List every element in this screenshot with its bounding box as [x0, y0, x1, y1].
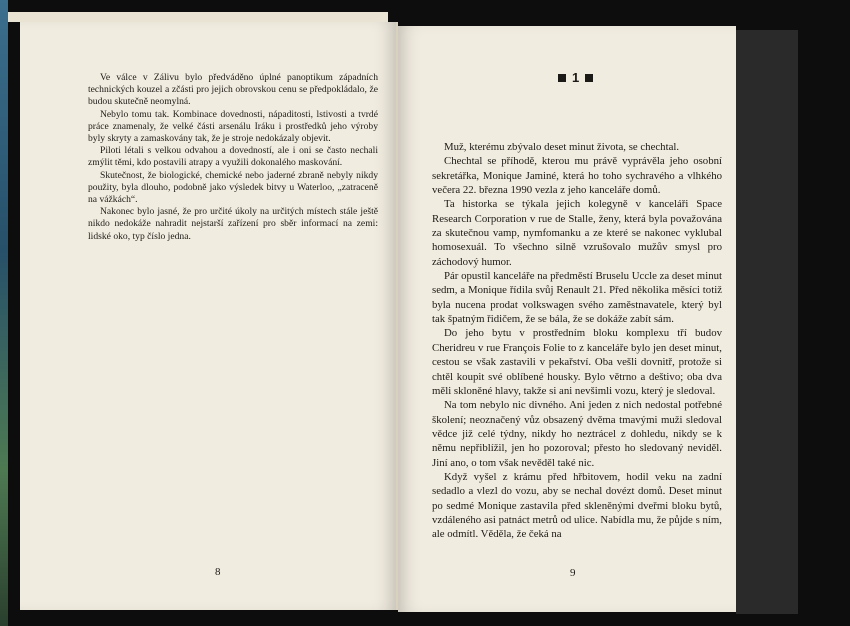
- page-edge-shadow: [736, 30, 798, 614]
- left-paragraph-4: Skutečnost, že biologické, chemické nebo jaderné zbraně nebyly nikdy použity, byla dlouho, podobně jako výsledek bitvy u Waterloo, „zatraceně na vážkách“.: [88, 169, 378, 206]
- left-paragraph-5: Nakonec bylo jasné, že pro určité úkoly na určitých místech stále ještě nikdo nedokáže nahradit nejstarší zařízení pro sběr informací na zemi: lidské oko, typ číslo jedna.: [88, 206, 378, 242]
- left-page: [20, 22, 398, 610]
- chapter-heading: [558, 70, 598, 85]
- book-cover-strip: [8, 12, 388, 22]
- left-paragraph-2: Nebylo tomu tak. Kombinace dovednosti, nápaditosti, lstivosti a tvrdé práce znamenaly, že velké části arsenálu Iráku i prostředků jeho výroby byly skryty a zamaskovány tak, že je stroje nedokázaly objevit.: [88, 108, 378, 145]
- right-page-text: [432, 140, 722, 542]
- chapter-number: 1: [572, 70, 580, 85]
- right-paragraph-6: Na tom nebylo nic divného. Ani jeden z nich nedostal potřebné školení; neoznačený vůz obsazený dvěma tmavými muži sledoval vědce již celé týdny, nikdy ho neztrácel z dohledu, nikdy se k němu nepřiblížil, jen ho pozoroval; přesto ho sledovaný neviděl. Jiní ano, o tom však nevěděl také nic.: [432, 399, 722, 469]
- right-paragraph-2: Chechtal se příhodě, kterou mu právě vyprávěla jeho osobní sekretářka, Monique Jaminé, která ho toho sychravého a vlhkého večera 22. března 1990 vezla z jeho kanceláře domů.: [432, 155, 722, 197]
- right-paragraph-7: Když vyšel z krámu před hřbitovem, hodil veku na zadní sedadlo a vlezl do vozu, aby se nechal dovézt domů. Deset minut po sedmé Monique zastavila před skleněnými dveřmi bloku bytů, vzdáleného asi patnáct metrů od ulice. Nabídla mu, že půjde s ním, ale odmítl. Věděla, že čeká na: [432, 470, 722, 541]
- left-page-text: [88, 72, 378, 243]
- left-paragraph-3: Piloti létali s velkou odvahou a dovedností, ale i oni se často nechali zmýlit těmi, kdo postavili atrapy a využili dokonalého maskování.: [88, 145, 378, 169]
- right-paragraph-1: Muž, kterému zbývalo deset minut života, se chechtal.: [444, 141, 680, 153]
- chapter-square-left-icon: [558, 74, 566, 82]
- left-paragraph-1: Ve válce v Zálivu bylo předváděno úplné panoptikum západních technických kouzel a zčásti pro jejich obrovskou cenu se předpokládalo, že budou skutečně neomylná.: [88, 72, 378, 108]
- right-paragraph-5: Do jeho bytu v prostředním bloku komplexu tří budov Cheridreu v rue François Folie to z kanceláře bylo jen deset minut, cestou se však zastavili v pekařství. Oba vešli dovnitř, protože si chtěl koupit své oblíbené housky. Bylo větrno a deštivo; oba dva měli skloněné hlavy, takže si ani nevšimli vozu, který je sledoval.: [432, 327, 722, 397]
- chapter-square-right-icon: [585, 74, 593, 82]
- right-paragraph-3: Ta historka se týkala jejich kolegyně v kanceláři Space Research Corporation v rue de Stalle, ženy, která byla považována za skutečnou vamp, nymfomanku a ze které se nakonec vyklubal homosexuál. To všechno silně vzrušovalo mužův smysl pro záchodový humor.: [432, 198, 722, 268]
- right-paragraph-4: Pár opustil kanceláře na předměstí Bruselu Uccle za deset minut sedm, a Monique řídila svůj Renault 21. Před několika měsíci totiž byla nucena prodat volkswagen svého zaměstnavatele, který byl tak špatným řidičem, že se bála, že se dokáže zabít sám.: [432, 270, 722, 326]
- right-page-number: 9: [570, 567, 576, 579]
- book-cover-edge: [0, 0, 8, 626]
- right-page: [398, 26, 736, 612]
- left-page-number: 8: [215, 566, 221, 578]
